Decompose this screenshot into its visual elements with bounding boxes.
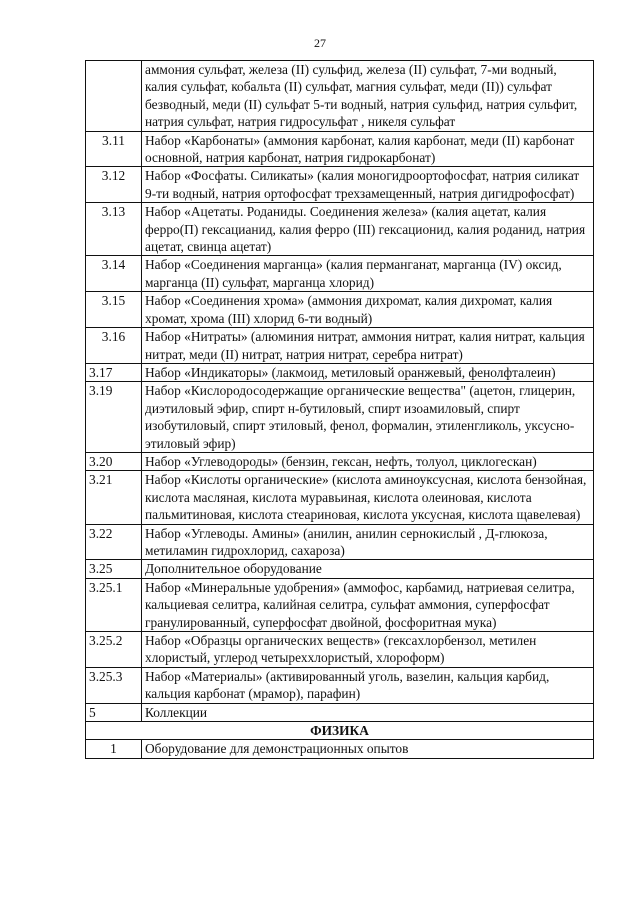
row-text: Набор «Материалы» (активированный уголь, вазелин, кальция карбид, кальция карбонат (мрамор), парафин) — [142, 667, 594, 703]
table-row — [86, 256, 594, 292]
row-number: 3.25.1 — [86, 578, 142, 631]
row-number: 5 — [86, 703, 142, 721]
table-row — [86, 61, 594, 132]
table-row — [86, 632, 594, 668]
row-text: Набор «Фосфаты. Силикаты» (калия моногидроортофосфат, натрия силикат 9-ти водный, натрия ортофосфат трехзамещенный, натрия дигидрофосфат) — [142, 167, 594, 203]
table-row — [86, 452, 594, 470]
row-number: 3.25 — [86, 560, 142, 578]
row-text: Набор «Индикаторы» (лакмоид, метиловый оранжевый, фенолфталеин) — [142, 363, 594, 381]
row-text: Набор «Углеводы. Амины» (анилин, анилин сернокислый , Д-глюкоза, метиламин гидрохлорид, сахароза) — [142, 524, 594, 560]
row-text: аммония сульфат, железа (II) сульфид, железа (II) сульфат, 7-ми водный, калия сульфат, кобальта (II) сульфат, магния сульфат, меди (II)) сульфат безводный, меди (II) сульфат 5-ти водный, натрия сульфид, натрия сульфит, натрия сульфат, натрия гидросульфат , никеля сульфат — [142, 61, 594, 132]
row-number: 1 — [86, 740, 142, 758]
row-number: 3.19 — [86, 382, 142, 453]
row-number: 3.16 — [86, 328, 142, 364]
row-text: Оборудование для демонстрационных опытов — [142, 740, 594, 758]
table-row — [86, 203, 594, 256]
row-number: 3.20 — [86, 452, 142, 470]
table-row — [86, 740, 594, 758]
row-text: Набор «Нитраты» (алюминия нитрат, аммония нитрат, калия нитрат, кальция нитрат, меди (II) нитрат, натрия нитрат, серебра нитрат) — [142, 328, 594, 364]
table-row — [86, 524, 594, 560]
section-title: ФИЗИКА — [86, 722, 594, 740]
row-text: Набор «Соединения хрома» (аммония дихромат, калия дихромат, калия хромат, хрома (III) хлорид 6-ти водный) — [142, 292, 594, 328]
row-number: 3.22 — [86, 524, 142, 560]
table-row — [86, 703, 594, 721]
row-number: 3.15 — [86, 292, 142, 328]
row-number: 3.17 — [86, 363, 142, 381]
page-number: 27 — [314, 36, 326, 50]
row-text: Набор «Углеводороды» (бензин, гексан, нефть, толуол, циклогескан) — [142, 452, 594, 470]
row-number: 3.25.3 — [86, 667, 142, 703]
row-text: Набор «Карбонаты» (аммония карбонат, калия карбонат, меди (II) карбонат основной, натрия карбонат, натрия гидрокарбонат) — [142, 131, 594, 167]
row-text: Набор «Кислородосодержащие органические вещества" (ацетон, глицерин, диэтиловый эфир, спирт н-бутиловый, спирт изоамиловый, спирт изобутиловый, спирт этиловый, фенол, формалин, этиленгликоль, уксусно-этиловый эфир) — [142, 382, 594, 453]
table-row — [86, 471, 594, 524]
table-row — [86, 292, 594, 328]
table-row — [86, 328, 594, 364]
table-row — [86, 667, 594, 703]
table-row — [86, 578, 594, 631]
table-row — [86, 131, 594, 167]
row-text: Коллекции — [142, 703, 594, 721]
table-row — [86, 167, 594, 203]
row-number: 3.21 — [86, 471, 142, 524]
row-number — [86, 61, 142, 132]
table-row — [86, 382, 594, 453]
row-text: Набор «Образцы органических веществ» (гексахлорбензол, метилен хлористый, углерод четыреххлористый, хлороформ) — [142, 632, 594, 668]
row-number: 3.14 — [86, 256, 142, 292]
section-header-row — [86, 722, 594, 740]
row-number: 3.11 — [86, 131, 142, 167]
row-number: 3.13 — [86, 203, 142, 256]
equipment-table — [85, 60, 594, 759]
row-text: Набор «Соединения марганца» (калия перманганат, марганца (IV) оксид, марганца (II) сульфат, марганца хлорид) — [142, 256, 594, 292]
row-number: 3.12 — [86, 167, 142, 203]
row-text: Набор «Минеральные удобрения» (аммофос, карбамид, натриевая селитра, кальциевая селитра, калийная селитра, сульфат аммония, суперфосфат гранулированный, суперфосфат двойной, фосфоритная мука) — [142, 578, 594, 631]
table-row — [86, 363, 594, 381]
table-row — [86, 560, 594, 578]
row-text: Дополнительное оборудование — [142, 560, 594, 578]
row-number: 3.25.2 — [86, 632, 142, 668]
row-text: Набор «Ацетаты. Роданиды. Соединения железа» (калия ацетат, калия ферро(П) гексацианид, калия ферро (III) гексационид, калия роданид, натрия ацетат, свинца ацетат) — [142, 203, 594, 256]
row-text: Набор «Кислоты органические» (кислота аминоуксусная, кислота бензойная, кислота масляная, кислота муравьиная, кислота олеиновая, кислота пальмитиновая, кислота стеариновая, кислота уксусная, кислота щавелевая) — [142, 471, 594, 524]
